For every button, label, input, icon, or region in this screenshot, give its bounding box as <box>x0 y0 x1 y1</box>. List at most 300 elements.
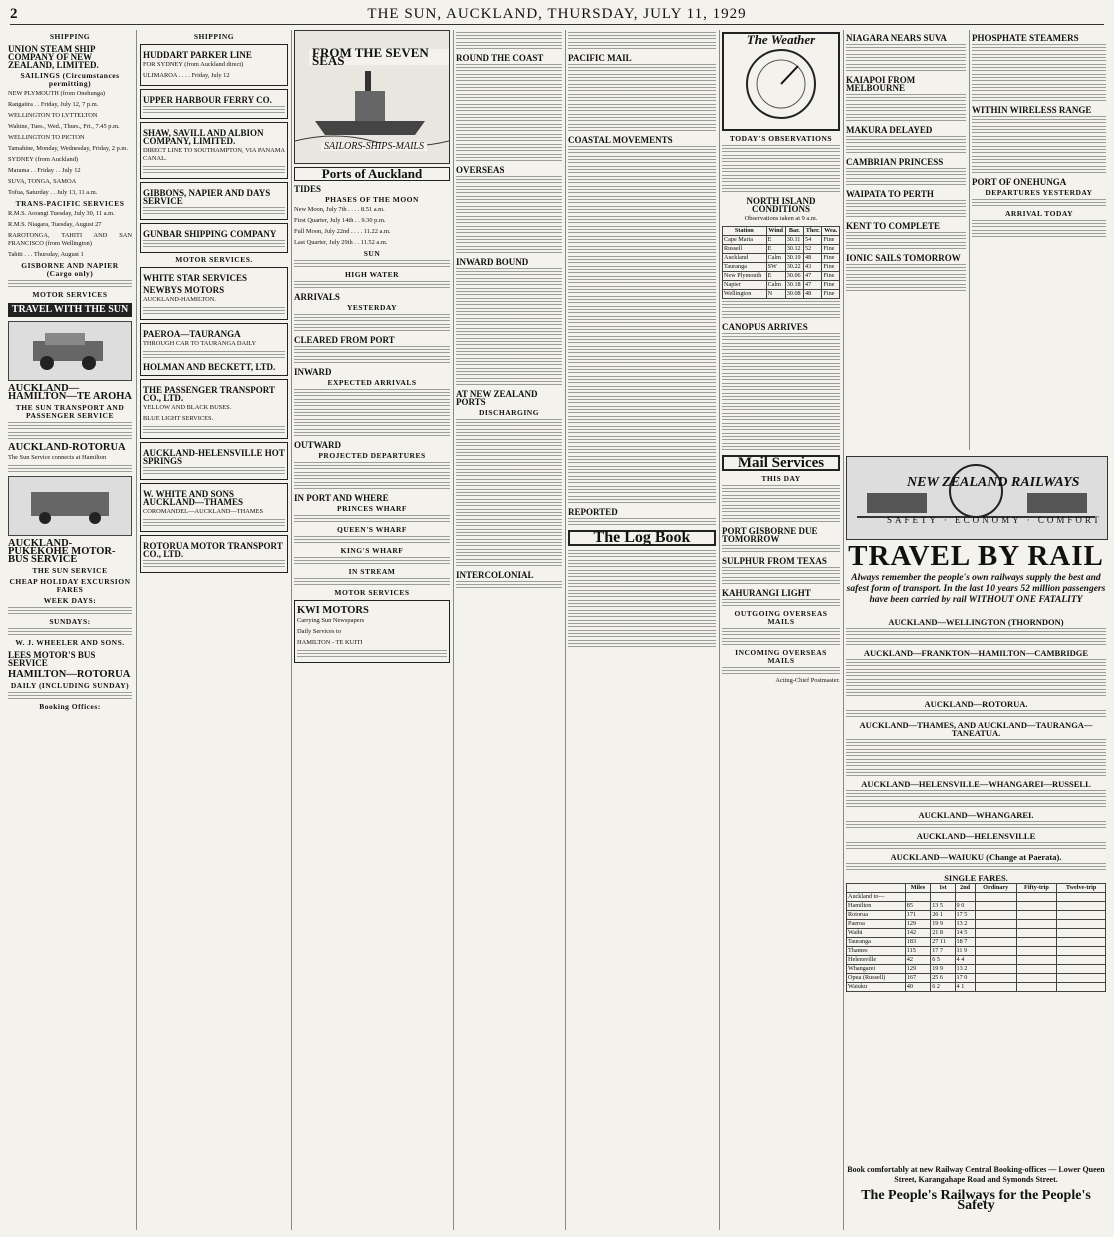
cell: 17 0 <box>955 974 975 983</box>
text-block <box>568 326 716 334</box>
moon-line: Full Moon, July 22nd . . . . 11.22 a.m. <box>294 228 391 235</box>
tp-line: Tahiti . . . Thursday, August 1 <box>8 251 84 258</box>
weather-title: The Weather <box>746 32 816 47</box>
text-block <box>568 206 716 214</box>
text-block <box>722 165 840 173</box>
cell: 30.06 <box>785 272 803 281</box>
ak-rotorua-title: AUCKLAND-ROTORUA <box>8 442 126 453</box>
table-row <box>847 911 1106 920</box>
text-block <box>846 638 1106 646</box>
railways-emblem <box>846 456 1108 540</box>
cell: 26 1 <box>931 911 955 920</box>
text-block <box>456 489 562 497</box>
text-block <box>722 443 840 451</box>
cell: Calm <box>766 254 785 263</box>
cell: 6 2 <box>931 983 955 992</box>
direct-line: DIRECT LINE TO SOUTHAMPTON, VIA PANAMA CANAL. <box>143 147 285 162</box>
sun-service-2: THE SUN SERVICE <box>32 566 108 575</box>
text-block <box>846 821 1106 829</box>
kwi-daily: Daily Services to <box>297 628 342 635</box>
text-block <box>846 64 966 72</box>
text-block <box>722 413 840 421</box>
table-row <box>847 974 1106 983</box>
text-block <box>846 800 1106 808</box>
text-block <box>143 519 285 527</box>
text-block <box>846 689 1106 697</box>
text-block <box>722 393 840 401</box>
text-block <box>456 479 562 487</box>
column-rule <box>453 30 454 1230</box>
blue-line: BLUE LIGHT SERVICES. <box>143 415 214 422</box>
cell: 27 11 <box>931 938 955 947</box>
table-row <box>847 956 1106 965</box>
text-block <box>294 472 450 480</box>
inward-heading: INWARD <box>294 367 332 377</box>
timetable-heading: AUCKLAND—WHANGAREI. <box>918 810 1034 820</box>
text-block <box>568 486 716 494</box>
station-col: Station <box>723 227 767 236</box>
text-block <box>456 206 562 214</box>
text-block <box>722 638 840 646</box>
text-block <box>568 276 716 284</box>
text-block <box>568 226 716 234</box>
cell: 167 <box>905 974 930 983</box>
sun-service-line: The Sun Service connects at Hamilton <box>8 454 107 461</box>
col-header: Twelve-trip <box>1057 884 1106 893</box>
text-block <box>456 84 562 92</box>
cell <box>1057 938 1106 947</box>
motor-services-heading: MOTOR SERVICES. <box>175 255 253 264</box>
text-block <box>456 176 562 184</box>
text-block <box>456 42 562 50</box>
text-block <box>568 496 716 504</box>
cell <box>975 902 1016 911</box>
week-days: WEEK DAYS: <box>43 596 97 605</box>
column-rule <box>136 30 137 1230</box>
cell: Russell <box>723 245 767 254</box>
car-illustration <box>8 321 132 381</box>
text-block <box>568 156 716 164</box>
gibbons-title: GIBBONS, NAPIER AND DAYS SERVICE <box>143 188 271 206</box>
outgoing-heading: OUTGOING OVERSEAS MAILS <box>734 609 828 626</box>
text-block <box>456 328 562 336</box>
discharging-heading: DISCHARGING <box>478 408 540 417</box>
text-block <box>8 607 132 615</box>
text-block <box>456 278 562 286</box>
cell: 17 5 <box>955 911 975 920</box>
cell <box>1016 965 1056 974</box>
text-block <box>568 376 716 384</box>
text-block <box>722 577 840 585</box>
text-block <box>568 246 716 254</box>
text-block <box>568 236 716 244</box>
text-block <box>722 155 840 163</box>
text-block <box>568 406 716 414</box>
arrival-heading: ARRIVAL TODAY <box>1004 209 1074 218</box>
text-block <box>568 286 716 294</box>
cell: SW <box>766 263 785 272</box>
rail-footer <box>846 1165 1106 1211</box>
section-heading: SHIPPING <box>193 32 235 41</box>
text-block <box>294 419 450 427</box>
text-block <box>456 268 562 276</box>
text-block <box>568 336 716 344</box>
text-block <box>568 436 716 444</box>
bus-illustration <box>8 476 132 536</box>
text-block <box>456 539 562 547</box>
text-block <box>8 692 132 700</box>
cell <box>975 893 1016 902</box>
text-block <box>456 529 562 537</box>
cell: 30.11 <box>785 236 803 245</box>
cell <box>1057 965 1106 974</box>
kent-heading: KENT TO COMPLETE <box>846 221 941 231</box>
cell: Waiuku <box>847 983 906 992</box>
text-block <box>568 94 716 102</box>
cell: Tauranga <box>723 263 767 272</box>
single-fares-heading: SINGLE FARES. <box>944 873 1008 883</box>
text-block <box>846 242 966 250</box>
text-block <box>568 518 716 526</box>
cell: 54 <box>804 236 822 245</box>
text-block <box>846 54 966 62</box>
text-block <box>722 567 840 575</box>
cell <box>975 920 1016 929</box>
cell: 48 <box>804 254 822 263</box>
table-row <box>847 965 1106 974</box>
text-block <box>456 429 562 437</box>
text-block <box>568 620 716 628</box>
text-block <box>568 416 716 424</box>
text-block <box>456 74 562 82</box>
cell: E <box>766 272 785 281</box>
cell: 13 5 <box>931 902 955 911</box>
cell <box>1057 911 1106 920</box>
niagara-heading: NIAGARA NEARS SUVA <box>846 33 947 43</box>
cell <box>975 929 1016 938</box>
table-row <box>723 245 840 254</box>
overseas-heading: OVERSEAS <box>456 165 505 175</box>
column-rule <box>719 30 720 1230</box>
text-block <box>456 499 562 507</box>
trans-pacific-heading: TRANS-PACIFIC SERVICES <box>15 199 125 208</box>
text-block <box>456 134 562 142</box>
table-row <box>723 272 840 281</box>
cell: 43 <box>804 263 822 272</box>
motor-services-heading: MOTOR SERVICES <box>32 290 108 299</box>
text-block <box>722 353 840 361</box>
motor-services-heading: MOTOR SERVICES <box>334 588 410 597</box>
table-row <box>723 281 840 290</box>
projected-heading: PROJECTED DEPARTURES <box>318 451 426 460</box>
text-block <box>294 429 450 437</box>
text-block <box>456 288 562 296</box>
text-block <box>456 32 562 40</box>
text-block <box>8 280 132 288</box>
text-block <box>456 519 562 527</box>
cell: 13 2 <box>955 965 975 974</box>
column-rule <box>969 30 970 450</box>
sailing-line: Wahine, Tues., Wed., Thurs., Fri., 7.45 p.m. <box>8 123 120 130</box>
text-block <box>972 84 1106 92</box>
text-block <box>568 306 716 314</box>
text-block <box>456 318 562 326</box>
round-coast-heading: ROUND THE COAST <box>456 53 544 63</box>
cell <box>1057 956 1106 965</box>
text-block <box>568 640 716 648</box>
thru-car-line: THROUGH CAR TO TAURANGA DAILY <box>143 340 257 347</box>
text-block <box>722 485 840 493</box>
cell: 42 <box>905 956 930 965</box>
text-block <box>846 136 966 144</box>
cell <box>975 947 1016 956</box>
gibbons-ad <box>140 182 288 220</box>
text-block <box>568 466 716 474</box>
text-block <box>456 144 562 152</box>
text-block <box>8 465 132 473</box>
cell: Cape Maria <box>723 236 767 245</box>
text-block <box>456 439 562 447</box>
column-shipping-1 <box>8 30 132 1230</box>
text-block <box>568 216 716 224</box>
text-block <box>846 790 1106 798</box>
timetable-heading: AUCKLAND—THAMES, AND AUCKLAND—TAURANGA—TANEATUA. <box>859 720 1093 738</box>
mail-services-heading: Mail Services <box>722 455 840 471</box>
shaw-ad <box>140 122 288 179</box>
travel-by-rail-headline: TRAVEL BY RAIL <box>848 540 1104 572</box>
text-block <box>568 630 716 638</box>
cell: 6 5 <box>931 956 955 965</box>
cell: 4 4 <box>955 956 975 965</box>
text-block <box>846 749 1106 757</box>
ak-ham-title: AUCKLAND—HAMILTON—TE AROHA <box>8 383 132 402</box>
col-header <box>847 884 906 893</box>
cell <box>1016 947 1056 956</box>
outward-heading: OUTWARD <box>294 440 342 450</box>
kwi-route: HAMILTON - TE KUITI <box>297 639 363 646</box>
text-block <box>568 550 716 558</box>
text-block <box>846 44 966 52</box>
waipata-heading: WAIPATA TO PERTH <box>846 189 934 199</box>
huddart-ad <box>140 44 288 86</box>
text-block <box>722 363 840 371</box>
text-block <box>722 545 840 553</box>
sailing-line: WELLINGTON TO PICTON <box>8 134 85 141</box>
cell: 18 7 <box>955 938 975 947</box>
text-block <box>456 114 562 122</box>
cell: 19 9 <box>931 965 955 974</box>
column-pacific <box>568 30 716 1230</box>
text-block <box>143 307 285 315</box>
text-block <box>294 399 450 407</box>
text-block <box>972 156 1106 164</box>
text-block <box>972 64 1106 72</box>
text-block <box>568 32 716 40</box>
sailings-heading: SAILINGS (Circumstances permitting) <box>20 71 120 88</box>
sun-heading: SUN <box>363 249 381 258</box>
text-block <box>722 145 840 153</box>
text-block <box>846 759 1106 767</box>
ni-conditions-heading: NORTH ISLAND CONDITIONS <box>746 196 816 214</box>
text-block <box>722 628 840 636</box>
text-block <box>972 136 1106 144</box>
column-rule <box>565 30 566 1230</box>
text-block <box>846 863 1106 871</box>
text-block <box>568 386 716 394</box>
cell: Tauranga <box>847 938 906 947</box>
tides-heading: TIDES <box>294 184 322 194</box>
text-block <box>846 264 966 272</box>
text-block <box>456 154 562 162</box>
text-block <box>456 216 562 224</box>
tp-line: RAROTONGA, TAHITI AND SAN FRANCISCO (from Wellington) <box>8 232 132 247</box>
text-block <box>972 54 1106 62</box>
holman-title: HOLMAN AND BECKETT, LTD. <box>143 362 276 372</box>
col-header: Fifty-trip <box>1016 884 1056 893</box>
text-block <box>456 308 562 316</box>
cell: New Plymouth <box>723 272 767 281</box>
masthead <box>10 6 1104 25</box>
kwi-newspapers: Carrying Sun Newspapers <box>297 617 365 624</box>
text-block <box>846 769 1106 777</box>
text-block <box>722 383 840 391</box>
text-block <box>294 536 450 544</box>
text-block <box>972 126 1106 134</box>
cell: 30.18 <box>785 281 803 290</box>
travel-with-sun-banner: TRAVEL WITH THE SUN <box>8 303 132 317</box>
cell: E <box>766 236 785 245</box>
table-row <box>847 938 1106 947</box>
rail-slogan: The People's Railways for the People's Safety <box>861 1188 1091 1213</box>
ham-rot-title: HAMILTON—ROTORUA <box>8 669 131 680</box>
text-block <box>294 314 450 322</box>
seven-seas-title: FROM THE SEVEN SEAS <box>309 49 449 65</box>
gunbar-ad <box>140 223 288 253</box>
text-block <box>722 515 840 523</box>
text-block <box>568 256 716 264</box>
upper-harbour-ad <box>140 89 288 119</box>
daily-label: DAILY (INCLUDING SUNDAY) <box>10 681 130 690</box>
onehunga-heading: PORT OF ONEHUNGA <box>972 177 1067 187</box>
timetable-heading: AUCKLAND—HELENSVILLE <box>916 831 1036 841</box>
cell <box>1057 983 1106 992</box>
cell: N <box>766 290 785 299</box>
text-block <box>456 348 562 356</box>
text-block <box>456 358 562 366</box>
railways-name: NEW ZEALAND RAILWAYS <box>907 475 1080 490</box>
sailing-line: WELLINGTON TO LYTTELTON <box>8 112 98 119</box>
text-block <box>972 94 1106 102</box>
wea-col: Wea. <box>822 227 840 236</box>
text-block <box>846 210 966 218</box>
text-block <box>456 469 562 477</box>
text-block <box>294 389 450 397</box>
text-block <box>722 175 840 183</box>
sydney-line: FOR SYDNEY (from Auckland direct) <box>143 61 244 68</box>
text-block <box>294 482 450 490</box>
cell: 52 <box>804 245 822 254</box>
intercolonial-heading: INTERCOLONIAL <box>456 570 534 580</box>
cell: 19 9 <box>931 920 955 929</box>
text-block <box>294 346 450 354</box>
gunbar-title: GUNBAR SHIPPING COMPANY <box>143 229 277 239</box>
table-row <box>847 983 1106 992</box>
railways-motto: SAFETY · ECONOMY · COMFORT <box>887 515 1102 525</box>
cell <box>975 956 1016 965</box>
cell: 14 5 <box>955 929 975 938</box>
obs-at: Observations taken at 9 a.m. <box>744 215 818 222</box>
yellow-line: YELLOW AND BLACK BUSES. <box>143 404 232 411</box>
table-row <box>847 947 1106 956</box>
column-rule <box>843 30 844 1230</box>
kahurangi-heading: KAHURANGI LIGHT <box>722 588 811 598</box>
text-block <box>143 426 285 434</box>
cell <box>905 893 930 902</box>
table-row <box>723 263 840 272</box>
cell <box>1016 974 1056 983</box>
gisborne-heading: GISBORNE AND NAPIER (Cargo only) <box>21 261 119 278</box>
cell <box>1057 929 1106 938</box>
text-block <box>846 200 966 208</box>
text-block <box>568 426 716 434</box>
text-block <box>568 446 716 454</box>
cell: 115 <box>905 947 930 956</box>
text-block <box>456 64 562 72</box>
high-water-heading: HIGH WATER <box>344 270 400 279</box>
kaiapoi-heading: KAIAPOI FROM MELBOURNE <box>846 75 916 93</box>
moon-line: Last Quarter, July 29th . . 11.52 a.m. <box>294 239 388 246</box>
weather-box <box>722 32 840 131</box>
inward-bound-heading: INWARD BOUND <box>456 257 529 267</box>
cell: 40 <box>905 983 930 992</box>
cell: 17 7 <box>931 947 955 956</box>
tp-line: R.M.S. Niagara, Tuesday, August 27 <box>8 221 102 228</box>
text-block <box>143 467 285 475</box>
text-block <box>568 296 716 304</box>
table-row <box>723 254 840 263</box>
section-heading: SHIPPING <box>49 32 91 41</box>
text-block <box>456 226 562 234</box>
text-block <box>722 495 840 503</box>
text-block <box>846 178 966 186</box>
column-coast <box>456 30 562 1230</box>
cell <box>975 965 1016 974</box>
text-block <box>294 409 450 417</box>
text-block <box>143 207 285 215</box>
cell <box>975 974 1016 983</box>
passenger-title: THE PASSENGER TRANSPORT CO., LTD. <box>143 385 275 403</box>
cell: Napier <box>723 281 767 290</box>
gisborne-tomorrow: PORT GISBORNE DUE TOMORROW <box>722 526 818 544</box>
queens-heading: QUEEN'S WHARF <box>337 525 407 534</box>
column-shipping-2 <box>140 30 288 1230</box>
nz-ports-heading: AT NEW ZEALAND PORTS <box>456 389 538 407</box>
text-block <box>568 42 716 50</box>
text-block <box>722 667 840 675</box>
text-block <box>846 669 1106 677</box>
text-block <box>143 106 285 114</box>
text-block <box>456 449 562 457</box>
text-block <box>722 423 840 431</box>
canopus-heading: CANOPUS ARRIVES <box>722 322 808 332</box>
cell <box>1057 893 1106 902</box>
table-row <box>847 902 1106 911</box>
departures-heading: DEPARTURES YESTERDAY <box>985 188 1093 197</box>
cell <box>1016 920 1056 929</box>
shaw-title: SHAW, SAVILL AND ALBION COMPANY, LIMITED. <box>143 128 264 146</box>
text-block <box>568 600 716 608</box>
text-block <box>456 378 562 386</box>
